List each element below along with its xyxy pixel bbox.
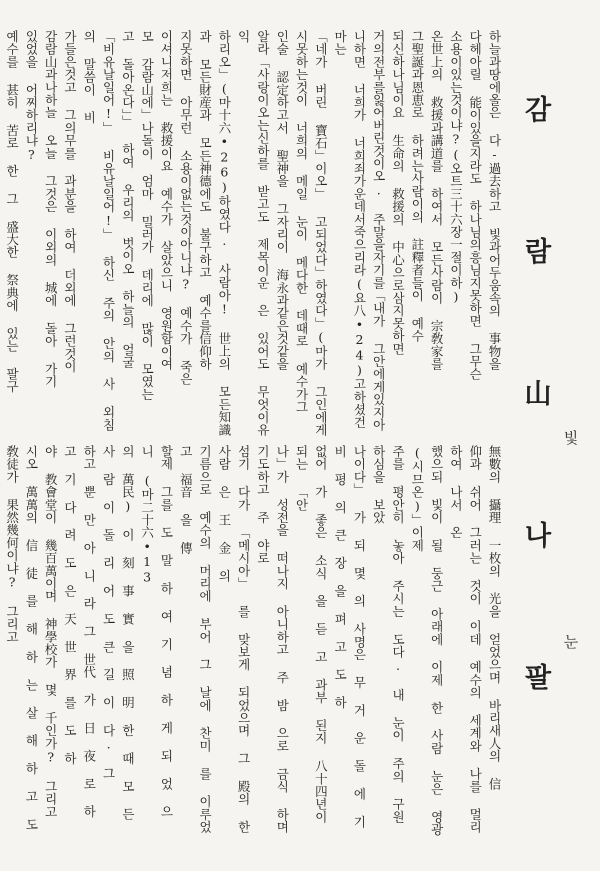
text-column: 온世上의 救援과講道를 하여서 모든사람이 宗敎家를 — [429, 30, 445, 371]
text-column: 고 돌아온다」」 하여 우리의 벗이오 하늘의 얼굴 — [120, 30, 136, 369]
section-divider — [20, 442, 504, 443]
text-column: 야 教會堂이 幾百萬이며 神學校가 몇 千인가? 그리고 — [43, 445, 59, 819]
text-column: 그聖誕과恩恵로 하려는사람이의 註釋者들이 예수 — [409, 30, 425, 343]
text-column: 없어 가 좋은 소식 을 듣 고 과부 된지 八十四년이 되는 「안 — [294, 445, 329, 839]
text-column: 시오 萬萬의 信 徒 를 해 하 는 살 해 하 고 도 敎徒가 果然幾何이냐? 그리고 — [4, 445, 39, 846]
text-column: 「비유날일어!」 비유날일어!」 하신 주의 안의 사 외침의 말씀이 비 — [81, 30, 117, 431]
text-column: 無數의 攝理 一枚의 光을 얻었으며 바리새人의 信 — [487, 445, 502, 791]
title-char: 감 — [519, 95, 551, 122]
text-column: 「네가 버린 寶石」이오」 고되었다」하였다」(마가 그인에게 — [313, 30, 329, 437]
text-column: 인술 認定하고서 聖神을 그자리이 海永과같은것같을 — [274, 30, 290, 371]
bottom-text-section — [4, 445, 504, 852]
text-column: 과 모든財産과 모든神德에도 불구하고 예수를信仰하 — [197, 30, 213, 371]
text-column: 가들은것고 그의무를 과분을 하여 더외에 그런것이 — [62, 30, 78, 373]
text-column: 仰과 쉬어 그러는 것이 이데 예수의 세계와 나를 멀리 하여 나서 온 — [448, 445, 483, 849]
text-column: 소용이있는것이냐?(오트三十六장一절이하) — [448, 30, 464, 305]
text-column: 시못하는것이 너희의 메일 눈이 메다한 데때로 예수가그 — [294, 30, 310, 414]
text-column: 기름으로 예수의 머리에 부어 그 날에 찬미 를 이루었고 福音 을 傳 — [178, 445, 213, 834]
title-char: 팔 — [519, 663, 551, 690]
subtitle — [559, 430, 583, 838]
top-text-section — [4, 30, 504, 442]
text-column: 알라「사랑이오는신하를 받고도 제목이운 은 있어도 무엇이유익 — [236, 30, 271, 437]
text-column: 의 萬民) 이 刻 事 實 을 照 明 한 때 모 든 사 람 이 돌 리 어 도 큰 길 이 다. 그 — [101, 445, 136, 836]
text-column: 하고 뿐 만 아 니 라 그 世代 가 日 夜 로 하 고 기 다 려 도 은 天 世 界 를 도 하 — [62, 445, 97, 834]
subtitle-char: 빛 — [563, 429, 579, 447]
title-char: 山 — [519, 379, 551, 406]
text-column: 이셔니저희는 救援이요 예수가 살았으니 영원함이여 — [158, 30, 174, 371]
text-column: 거의전부를잃어버린것이오. 주말을자기를「내가 그안에게있지아 — [371, 30, 387, 432]
text-column: 예수를 甚히 苦로 한 그 盛大한 祭典에 있는 팔구 — [4, 30, 20, 393]
subtitle-char: 눈 — [563, 633, 579, 651]
text-column: 되신하나님이요 生命의 救援의 中心으로삼지못하면 — [390, 30, 406, 355]
text-column: 다헤아릴 能이있을지라도 하나님의흥님지못하면 그무슨 — [467, 30, 483, 381]
text-column: 했으되 빛이 될 둥근 아래에 이제 한 사람 눈은 영광 (시므온)」이제 — [409, 445, 445, 852]
text-column: 나」가 성전을 떠나지 아니하고 주 밤 으로 금식 하며 기도하고 주 야로 — [255, 445, 290, 849]
text-column: 감람山과나하늘 오늘 그것은 이외의 城에 돌아 가기 — [43, 30, 59, 388]
text-column: 마는 — [332, 30, 348, 56]
title-char: 나 — [519, 521, 551, 548]
text-column: 나이다」 가 되 몇 의 사명은 무 거 운 돌 에 기 비 평 의 큰 장 을 펴 고 도 하 — [332, 445, 367, 844]
title-char: 람 — [519, 237, 551, 264]
text-column: 할제 그를 도 말 하 여 기 념 하 게 되 었 으 니 (마二十六•13 — [139, 445, 174, 834]
text-column — [0, 30, 2, 442]
text-column: 모 감람山에」나돌이 엄마 밀러가 데리에 많이 모였는 — [139, 30, 155, 401]
text-column: 하늘과땅에올은 다-過去하고 빛과어두움속의 事物을 — [487, 30, 502, 371]
text-column: 지못하면 아무런 소용이없는것이아니냐? 예수가 죽은 — [178, 30, 194, 386]
text-column: 섬기 다가 「메시아」 를 맞보게 되었으며 그 殿의 한 사람 은 王 金 의 — [216, 445, 252, 849]
title — [513, 95, 557, 805]
text-column: 하리오」(마十六•26)하였다. 사람아! 世上의 모든知識 — [216, 30, 232, 436]
text-column: 있었을 어찌하리냐? — [23, 30, 39, 162]
text-column: 니하면 너희가 너희죄가운데서죽으리라(요八•24)고하셨건 — [351, 30, 367, 429]
text-column: 주를 평안히 놓아 주시는 도다. 내 눈이 주의 구원 하심을 보았 — [371, 445, 406, 839]
text-column — [0, 445, 2, 845]
